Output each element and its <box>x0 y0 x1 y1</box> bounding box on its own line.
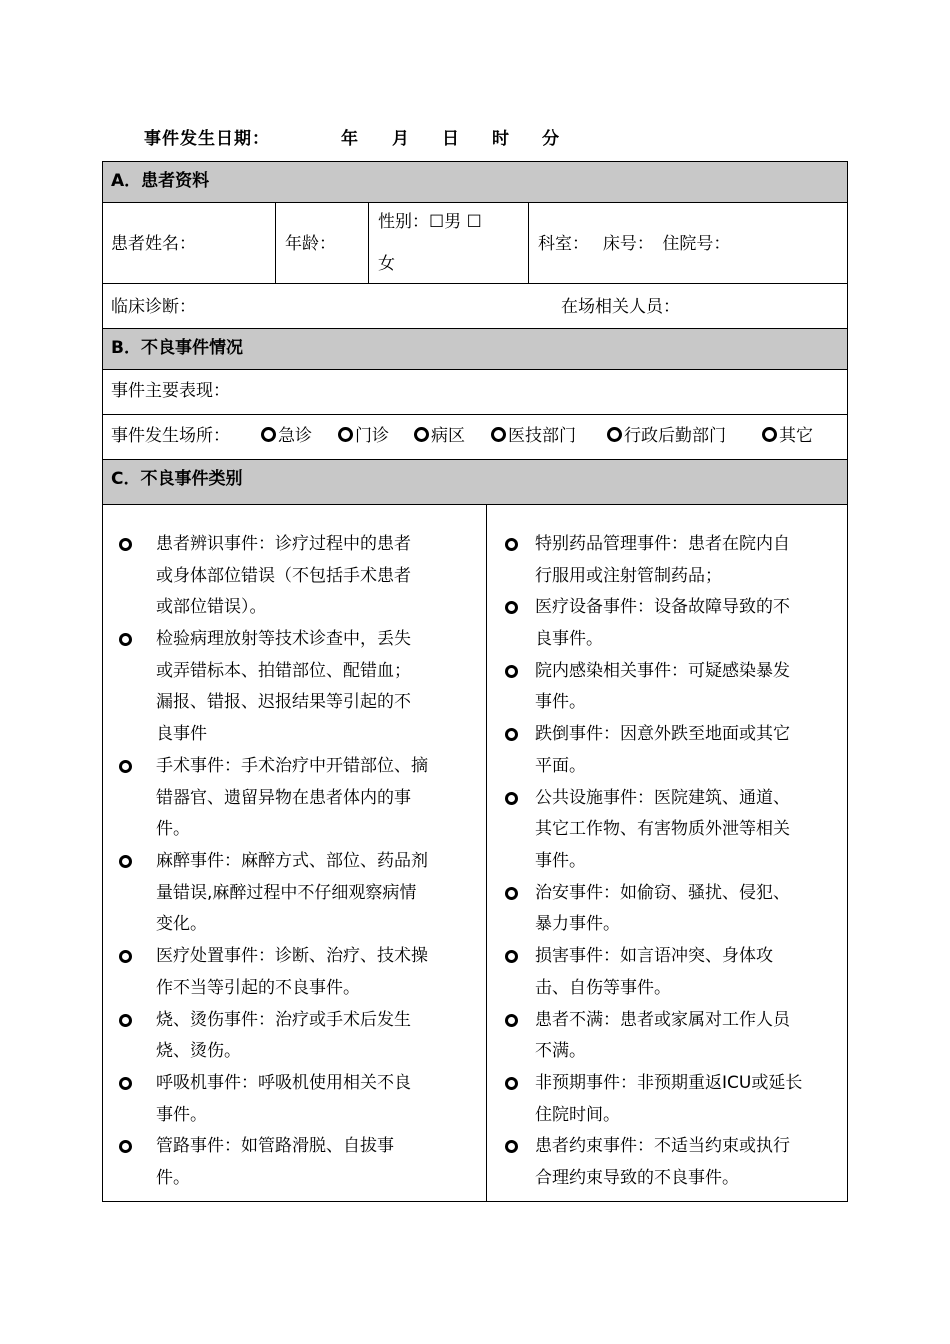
category-text-line: 非预期事件：非预期重返ICU或延长 <box>535 1072 803 1093</box>
minute-unit: 分 <box>542 129 560 149</box>
category-text-line: 事件。 <box>535 850 586 871</box>
bullet-icon <box>505 601 518 614</box>
location-option-other[interactable]: 其它 <box>762 421 813 446</box>
category-text-line: 院内感染相关事件：可疑感染暴发 <box>535 660 790 681</box>
category-item[interactable] <box>505 878 845 941</box>
patient-info-row <box>103 203 847 284</box>
bullet-icon <box>505 538 518 551</box>
category-text-line: 或弄错标本、拍错部位、配错血； <box>156 660 411 681</box>
category-text-line: 跌倒事件：因意外跌至地面或其它 <box>535 724 790 745</box>
category-item[interactable] <box>119 624 476 751</box>
category-text-line: 手术事件：手术治疗中开错部位、摘 <box>156 755 428 776</box>
category-text-line: 良事件 <box>156 724 207 745</box>
incident-date-label: 事件发生日期： <box>144 129 270 149</box>
bullet-icon <box>119 1014 132 1027</box>
category-text-line: 患者约束事件：不适当约束或执行 <box>535 1136 790 1157</box>
category-text-line: 或部位错误）。 <box>156 597 267 618</box>
adverse-event-form <box>102 161 848 1202</box>
year-unit: 年 <box>341 129 359 149</box>
location-option-emergency[interactable]: 急诊 <box>261 421 312 446</box>
event-categories <box>103 505 847 1201</box>
category-text-line: 漏报、错报、迟报结果等引起的不 <box>156 692 411 713</box>
section-b-header <box>103 329 847 370</box>
category-text-line: 麻醉事件：麻醉方式、部位、药品剂 <box>156 851 428 871</box>
radio-bullet-icon <box>338 427 353 442</box>
category-text-line: 良事件。 <box>535 629 603 650</box>
bullet-icon <box>119 855 132 868</box>
category-item[interactable] <box>505 656 845 719</box>
category-item[interactable] <box>119 1131 476 1194</box>
bullet-icon <box>119 633 132 646</box>
category-item[interactable] <box>505 783 845 878</box>
bullet-icon <box>505 887 518 900</box>
category-text-line: 错器官、遗留异物在患者体内的事 <box>156 787 411 808</box>
location-option-outpatient[interactable]: 门诊 <box>338 421 389 446</box>
category-text-line: 击、自伤等事件。 <box>535 977 671 998</box>
category-text-line: 检验病理放射等技术诊查中，丢失 <box>156 629 411 650</box>
category-item[interactable] <box>505 941 845 1004</box>
category-text-line: 合理约束导致的不良事件。 <box>535 1167 739 1188</box>
bullet-icon <box>505 1014 518 1027</box>
dept-bed-admission-field[interactable]: 科室： 床号： 住院号： <box>538 234 731 254</box>
month-unit: 月 <box>392 129 410 149</box>
category-text-line: 行服用或注射管制药品； <box>535 565 722 586</box>
bullet-icon <box>119 760 132 773</box>
main-performance-field[interactable]: 事件主要表现： <box>111 381 230 401</box>
category-text-line: 不满。 <box>535 1041 586 1062</box>
bullet-icon <box>505 1140 518 1153</box>
category-text-line: 公共设施事件：医院建筑、通道、 <box>535 787 790 808</box>
categories-right-column <box>487 505 847 1201</box>
bullet-icon <box>505 1077 518 1090</box>
day-unit: 日 <box>442 129 460 149</box>
diagnosis-row <box>103 284 847 329</box>
section-b-title: B．不良事件情况 <box>111 338 243 358</box>
main-performance-row <box>103 370 847 415</box>
bullet-icon <box>505 792 518 805</box>
section-a-header <box>103 162 847 203</box>
category-text-line: 事件。 <box>535 692 586 713</box>
category-item[interactable] <box>119 846 476 941</box>
category-item[interactable] <box>119 751 476 846</box>
bullet-icon <box>119 538 132 551</box>
category-text-line: 件。 <box>156 1167 190 1188</box>
radio-bullet-icon <box>607 427 622 442</box>
category-item[interactable] <box>505 1005 845 1068</box>
category-item[interactable] <box>505 719 845 782</box>
section-c-title: C．不良事件类别 <box>111 469 243 489</box>
section-a-title: A．患者资料 <box>111 171 210 191</box>
age-field[interactable]: 年龄： <box>285 234 336 254</box>
incident-date-line <box>144 124 560 149</box>
category-text-line: 件。 <box>156 819 190 840</box>
category-text-line: 医疗设备事件：设备故障导致的不 <box>535 597 790 618</box>
category-text-line: 暴力事件。 <box>535 914 620 935</box>
bullet-icon <box>119 1140 132 1153</box>
category-text-line: 量错误,麻醉过程中不仔细观察病情 <box>156 882 417 903</box>
category-text-line: 损害事件：如言语冲突、身体攻 <box>535 946 773 967</box>
category-text-line: 管路事件：如管路滑脱、自拔事 <box>156 1136 394 1157</box>
clinical-diagnosis-field[interactable]: 临床诊断： <box>111 297 196 317</box>
bullet-icon <box>505 728 518 741</box>
category-text-line: 治安事件：如偷窃、骚扰、侵犯、 <box>535 882 790 903</box>
category-text-line: 变化。 <box>156 914 207 935</box>
categories-left-column <box>103 505 486 1201</box>
bullet-icon <box>119 950 132 963</box>
category-text-line: 其它工作物、有害物质外泄等相关 <box>535 819 790 840</box>
category-item[interactable] <box>119 1068 476 1131</box>
category-item[interactable] <box>505 1068 845 1131</box>
category-text-line: 医疗处置事件：诊断、治疗、技术操 <box>156 946 428 967</box>
bullet-icon <box>505 665 518 678</box>
category-item[interactable] <box>119 1005 476 1068</box>
section-c-header <box>103 460 847 505</box>
category-text-line: 作不当等引起的不良事件。 <box>156 977 360 998</box>
category-text-line: 事件。 <box>156 1104 207 1125</box>
category-item[interactable] <box>505 592 845 655</box>
radio-bullet-icon <box>261 427 276 442</box>
category-item[interactable] <box>119 941 476 1004</box>
category-text-line: 患者不满：患者或家属对工作人员 <box>535 1009 790 1030</box>
category-text-line: 烧、烫伤。 <box>156 1041 241 1062</box>
location-option-ward[interactable]: 病区 <box>414 421 465 446</box>
bullet-icon <box>505 950 518 963</box>
bullet-icon <box>119 1077 132 1090</box>
category-text-line: 特别药品管理事件：患者在院内自 <box>535 534 790 554</box>
radio-bullet-icon <box>414 427 429 442</box>
category-text-line: 烧、烫伤事件：治疗或手术后发生 <box>156 1009 411 1030</box>
category-text-line: 或身体部位错误（不包括手术患者 <box>156 565 411 586</box>
category-item[interactable] <box>505 1131 845 1194</box>
category-item[interactable] <box>119 529 476 624</box>
location-option-admin-logistics[interactable]: 行政后勤部门 <box>607 421 726 446</box>
location-option-medtech[interactable]: 医技部门 <box>491 421 576 446</box>
radio-bullet-icon <box>762 427 777 442</box>
category-text-line: 呼吸机事件：呼吸机使用相关不良 <box>156 1072 411 1093</box>
divider <box>275 203 276 283</box>
category-text-line: 平面。 <box>535 755 586 776</box>
divider <box>528 203 529 283</box>
divider <box>368 203 369 283</box>
radio-bullet-icon <box>491 427 506 442</box>
category-item[interactable] <box>505 529 845 592</box>
category-text-line: 患者辨识事件：诊疗过程中的患者 <box>156 534 411 554</box>
location-label: 事件发生场所： <box>111 426 230 446</box>
hour-unit: 时 <box>492 129 510 149</box>
gender-field[interactable]: 性别：☐男 ☐ <box>378 212 482 232</box>
gender-field-wrap: 女 <box>378 254 395 274</box>
staff-present-field[interactable]: 在场相关人员： <box>561 297 680 317</box>
location-row <box>103 415 847 460</box>
category-text-line: 住院时间。 <box>535 1104 620 1125</box>
patient-name-field[interactable]: 患者姓名： <box>111 234 196 254</box>
